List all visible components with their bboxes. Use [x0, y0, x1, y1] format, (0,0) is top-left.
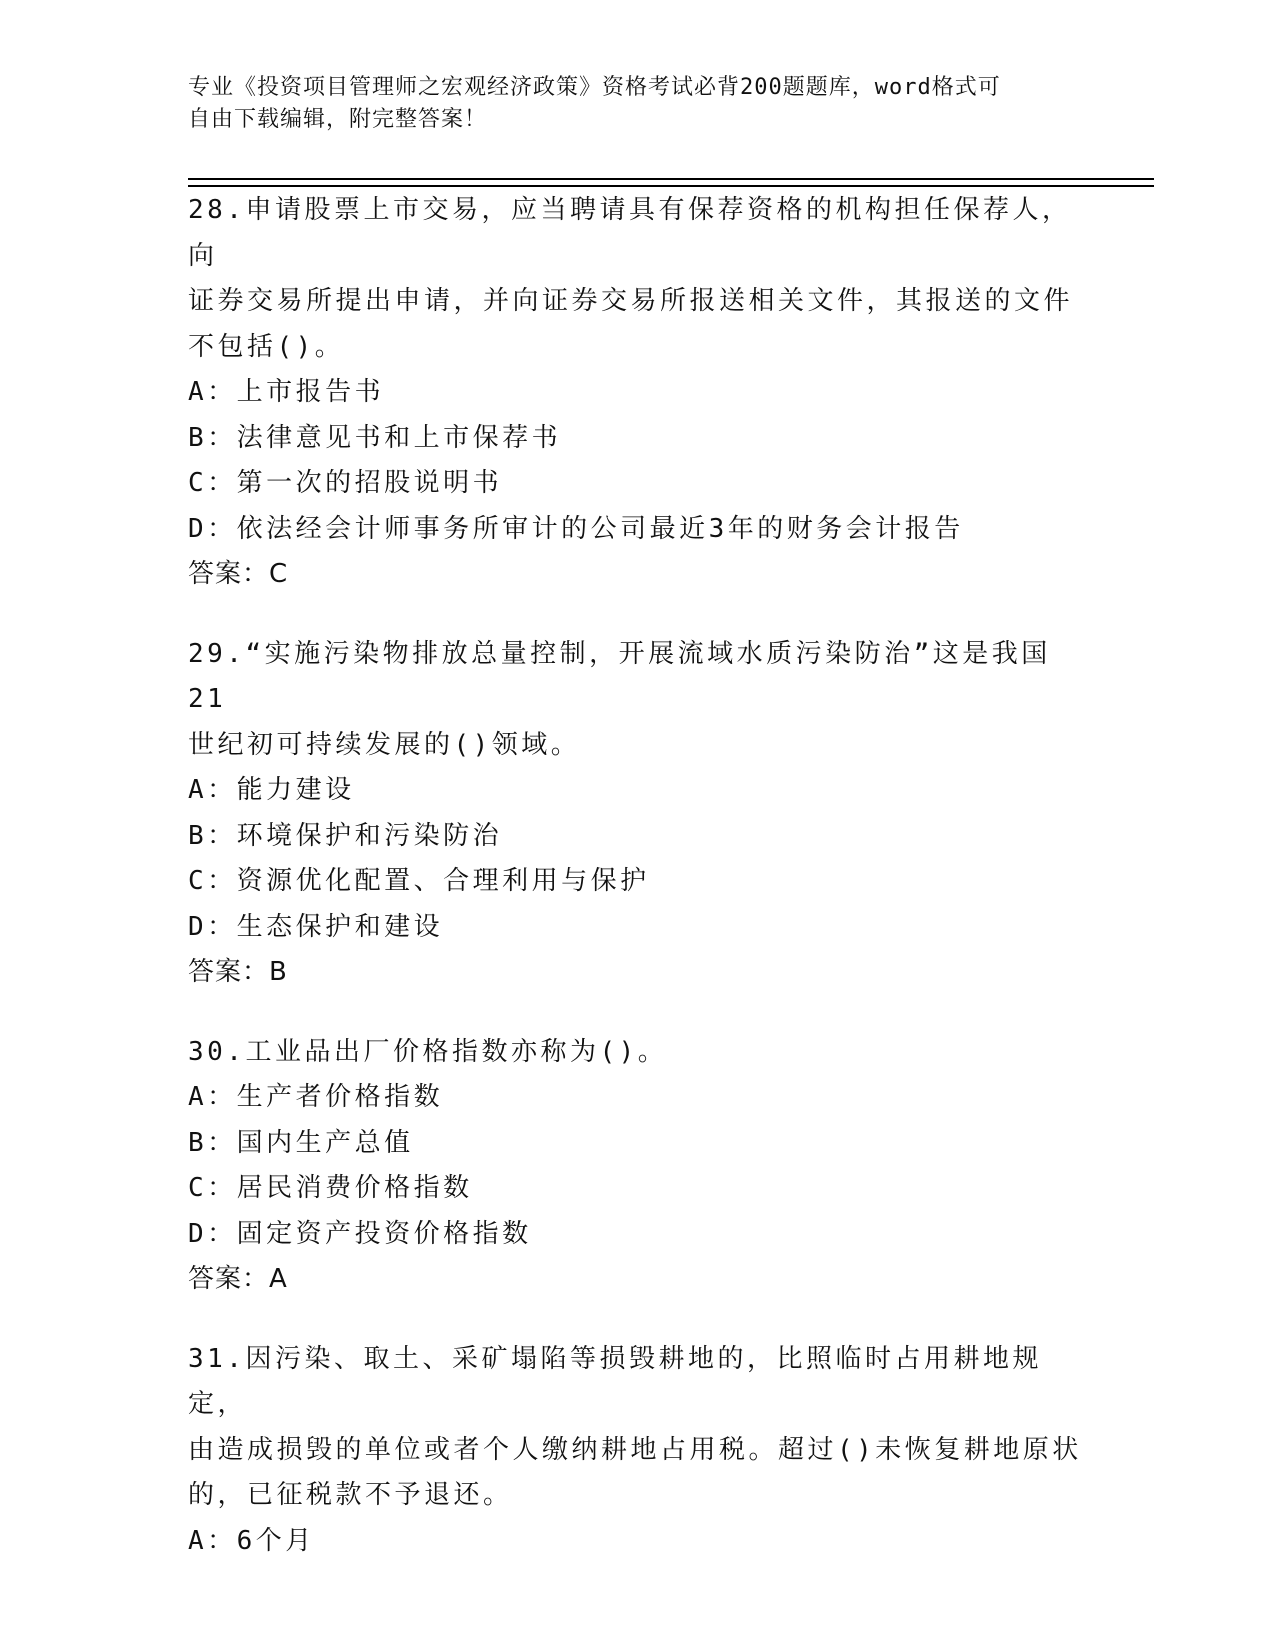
option-b: B：法律意见书和上市保荐书 [188, 422, 562, 453]
option-c: C：居民消费价格指数 [188, 1173, 473, 1203]
question-stem-line: 的，已征税款不予退还。 [188, 1480, 513, 1510]
option-b: B：国内生产总值 [188, 1127, 414, 1158]
answer: 答案：B [188, 957, 288, 987]
question-stem-line: 31.因污染、取土、采矿塌陷等损毁耕地的，比照临时占用耕地规定， [188, 1343, 1042, 1419]
question-stem-line: 29.“实施污染物排放总量控制，开展流域水质污染防治”这是我国21 [188, 638, 1051, 714]
header-line-1: 专业《投资项目管理师之宏观经济政策》资格考试必背200题题库，word格式可 [188, 75, 1001, 100]
question-30 [188, 1030, 1088, 1303]
question-stem-line: 世纪初可持续发展的()领域。 [188, 729, 581, 760]
option-a: A：生产者价格指数 [188, 1082, 444, 1112]
option-c: C：第一次的招股说明书 [188, 468, 503, 498]
option-a: A：6个月 [188, 1525, 315, 1556]
question-stem-line: 30.工业品出厂价格指数亦称为()。 [188, 1036, 668, 1067]
question-stem-line: 由造成损毁的单位或者个人缴纳耕地占用税。超过()未恢复耕地原状 [188, 1434, 1082, 1465]
question-stem-line: 不包括()。 [188, 331, 345, 362]
option-a: A：能力建设 [188, 775, 355, 805]
answer: 答案：A [188, 1264, 288, 1294]
question-29 [188, 632, 1088, 996]
option-d: D：依法经会计师事务所审计的公司最近3年的财务会计报告 [188, 513, 964, 544]
answer: 答案：C [188, 559, 289, 589]
option-c: C：资源优化配置、合理利用与保护 [188, 866, 650, 896]
question-31 [188, 1337, 1088, 1565]
option-d: D：生态保护和建设 [188, 911, 444, 942]
header-line-2: 自由下载编辑，附完整答案！ [188, 107, 488, 132]
question-stem-line: 28.申请股票上市交易，应当聘请具有保荐资格的机构担任保荐人，向 [188, 195, 1072, 271]
question-stem-line: 证券交易所提出申请，并向证券交易所报送相关文件，其报送的文件 [188, 286, 1074, 316]
option-b: B：环境保护和污染防治 [188, 820, 503, 851]
option-d: D：固定资产投资价格指数 [188, 1218, 532, 1249]
header-divider-bottom [188, 185, 1154, 187]
question-28 [188, 188, 1088, 598]
question-list [188, 188, 1088, 1598]
document-header [188, 72, 1088, 136]
header-divider-top [188, 178, 1154, 180]
option-a: A：上市报告书 [188, 377, 385, 407]
